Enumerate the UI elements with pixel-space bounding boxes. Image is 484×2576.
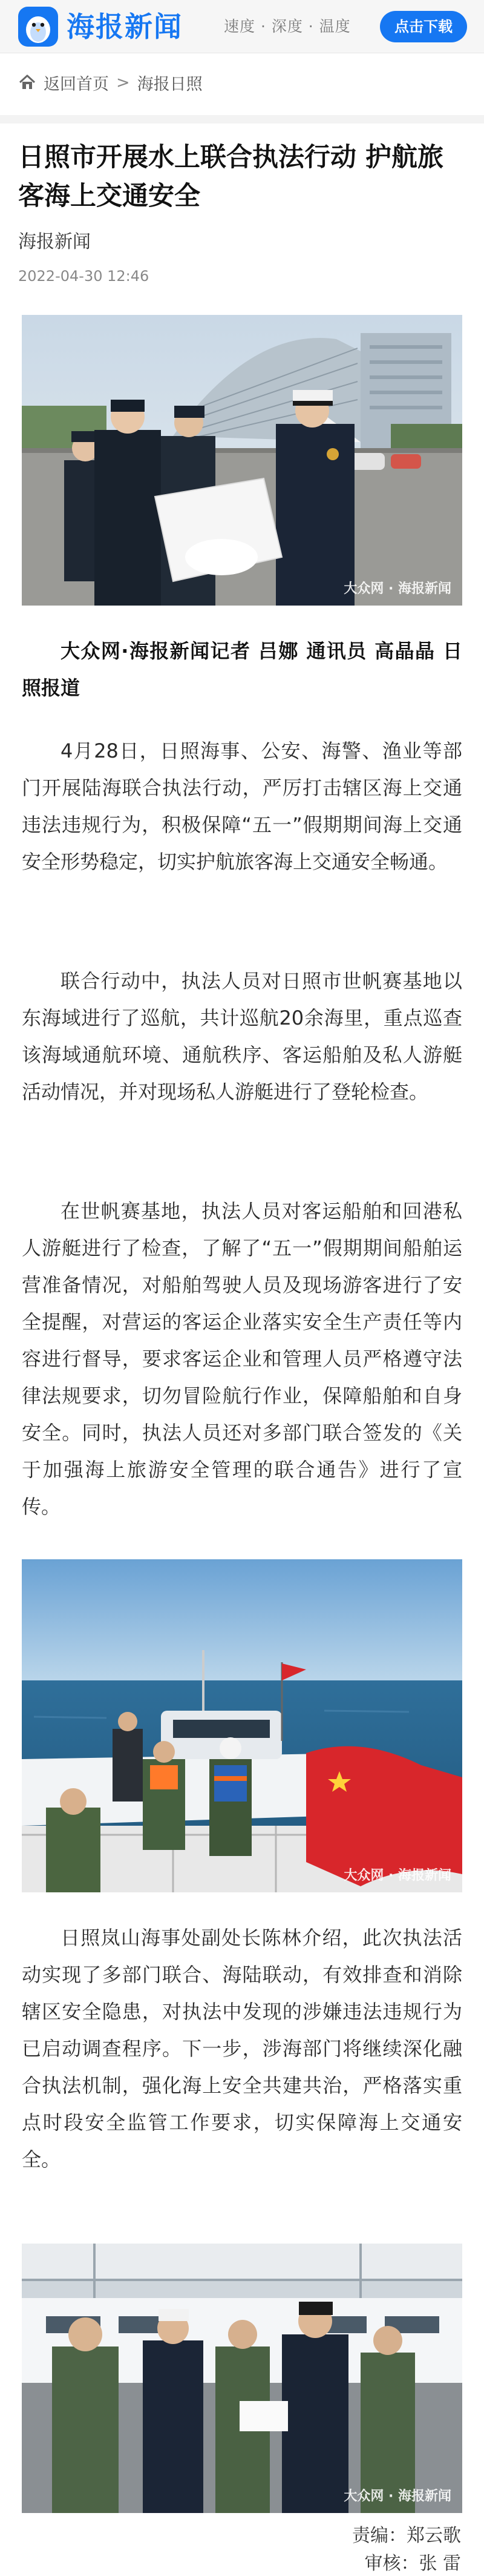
article-paragraph-4: 日照岚山海事处副处长陈林介绍，此次执法活动实现了多部门联合、海陆联动，有效排查和消除辖区安全隐患，对执法中发现的涉嫌违法违规行为已启动调查程序。下一步，涉海部门将继续深化融合执法机制，强化海上安全共建共治，严格落实重点时段安全监管工作要求，切实保障海上交通安全。: [22, 1926, 462, 2171]
editor-credit: 责编：郑云歌: [352, 2525, 461, 2546]
article-source[interactable]: 海报新闻: [18, 231, 91, 253]
download-app-button[interactable]: 点击下载: [380, 11, 467, 42]
article-photo-inspection: [22, 315, 462, 606]
photo-watermark: 大众网 · 海报新闻: [344, 581, 451, 596]
reviewer-credit: 审核：张 雷: [364, 2553, 461, 2574]
breadcrumb-current-channel[interactable]: 海报日照: [137, 74, 203, 94]
app-header: [0, 0, 484, 53]
section-divider: [0, 115, 484, 124]
photo-watermark: 大众网 · 海报新闻: [344, 2489, 451, 2504]
article-photo-boat-patrol: [22, 1559, 462, 1892]
penguin-logo-icon[interactable]: [18, 7, 58, 47]
article-byline: 大众网·海报新闻记者 吕娜 通讯员 高晶晶 日照报道: [22, 639, 462, 699]
app-logo-text: 海报新闻: [67, 10, 183, 43]
publish-date: 2022-04-30 12:46: [18, 268, 149, 285]
article-title: 日照市开展水上联合执法行动 护航旅客海上交通安全: [18, 142, 443, 211]
home-icon[interactable]: [18, 73, 36, 91]
article-paragraph-3: 在世帆赛基地，执法人员对客运船舶和回港私人游艇进行了检查，了解了“五一”假期期间船舶运营准备情况，对船舶驾驶人员及现场游客进行了安全提醒，对营运的客运企业落实安全生产责任等内容进行督导，要求客运企业和管理人员严格遵守法律法规要求，切勿冒险航行作业，保障船舶和自身安全。同时，执法人员还对多部门联合签发的《关于加强海上旅游安全管理的联合通告》进行了宣传。: [22, 1200, 462, 1518]
article-photo-dock-checks: [22, 2244, 462, 2513]
article-paragraph-1: 4月28日，日照海事、公安、海警、渔业等部门开展陆海联合执法行动，严厉打击辖区海上交通违法违规行为，积极保障“五一”假期期间海上交通安全形势稳定，切实护航旅客海上交通安全畅通。: [22, 739, 462, 873]
app-slogan: 速度 · 深度 · 温度: [224, 18, 351, 35]
photo-watermark: 大众网 · 海报新闻: [344, 1868, 451, 1883]
breadcrumb: [18, 71, 203, 93]
article-paragraph-2: 联合行动中，执法人员对日照市世帆赛基地以东海域进行了巡航，共计巡航20余海里，重点巡查该海域通航环境、通航秩序、客运船舶及私人游艇活动情况，并对现场私人游艇进行了登轮检查。: [22, 969, 462, 1103]
breadcrumb-home-link[interactable]: 返回首页: [44, 74, 109, 94]
breadcrumb-separator: >: [116, 73, 130, 92]
